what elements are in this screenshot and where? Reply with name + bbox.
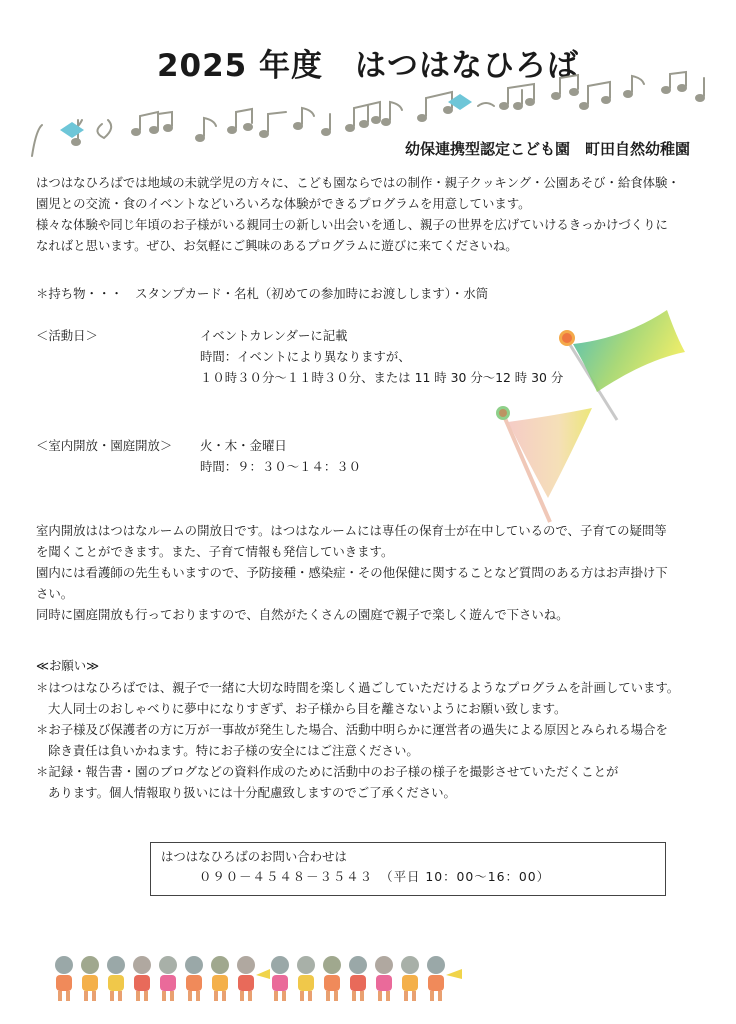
open-days-label: ＜室内開放・園庭開放＞	[36, 438, 173, 453]
intro-line: 様々な体験や同じ年頃のお子様がいる親同士の新しい出会いを通し、親子の世界を広げていけるきっかけづくりに	[36, 217, 668, 232]
open-description-line: 室内開放ははつはなルームの開放日です。はつはなルームには専任の保育士が在中しているので、子育ての疑問等	[36, 523, 667, 538]
open-description	[36, 520, 716, 625]
request-line: あります。個人情報取り扱いには十分配慮致しますのでご了承ください。	[48, 785, 456, 800]
request-line: 除き責任は負いかねます。特にお子様の安全にはご注意ください。	[48, 743, 419, 758]
intro-line: はつはなひろばでは地域の未就学児の方々に、こども園ならではの制作・親子クッキング・公園あそび・給食体験・	[36, 175, 680, 190]
intro-line: 園児との交流・食のイベントなどいろいろな体験ができるプログラムを用意しています。	[36, 196, 531, 211]
open-days-line: 時間：９：３０～１４：３０	[200, 459, 362, 474]
contact-phone: ０９０－４５４８－３５４３ （平日 10：00～16：00）	[199, 869, 551, 884]
activity-label: ＜活動日＞	[36, 328, 98, 343]
open-description-line: 同時に園庭開放も行っておりますので、自然がたくさんの園庭で親子で楽しく遊んで下さいね。	[36, 607, 569, 622]
open-description-line: さい。	[36, 586, 74, 601]
open-days-line: 火・木・金曜日	[200, 438, 287, 453]
request-line: ＊お子様及び保護者の方に万が一事故が発生した場合、活動中明らかに運営者の過失による原因とみられる場合を	[36, 722, 668, 737]
requests-list	[36, 677, 716, 803]
activity-line: １０時３０分～１１時３０分、または 11 時 30 分～12 時 30 分	[200, 370, 564, 385]
request-line: 大人同士のおしゃべりに夢中になりすぎず、お子様から目を離さないようにお願い致します。	[48, 701, 567, 716]
open-description-line: を聞くことができます。また、子育て情報も発信していきます。	[36, 544, 394, 559]
intro-text	[36, 172, 716, 256]
activity-details	[200, 325, 563, 388]
activity-line: 時間：イベントにより異なりますが、	[200, 349, 411, 364]
requests-heading: ≪お願い≫	[36, 658, 100, 673]
open-description-line: 園内には看護師の先生もいますので、予防接種・感染症・その他保健に関することなど質問のある方はお声掛け下	[36, 565, 668, 580]
open-days-details	[200, 435, 361, 477]
belongings-line: ＊持ち物・・・ スタンプカード・名札（初めての参加時にお渡しします）・水筒	[36, 286, 489, 301]
request-line: ＊記録・報告書・園のブログなどの資料作成のために活動中のお子様の様子を撮影させていただくことが	[36, 764, 619, 779]
pink-flag-illustration	[492, 402, 597, 527]
contact-label: はつはなひろばのお問い合わせは	[161, 849, 347, 864]
intro-line: なればと思います。ぜひ、お気軽にご興味のあるプログラムに遊びに来てくださいね。	[36, 238, 518, 253]
contact-box	[150, 842, 666, 896]
request-line: ＊はつはなひろばでは、親子で一緒に大切な時間を楽しく過ごしていただけるようなプログラムを計画しています。	[36, 680, 680, 695]
organization-name: 幼保連携型認定こども園 町田自然幼稚園	[404, 140, 690, 158]
children-parade-illustration	[52, 955, 472, 1003]
activity-line: イベントカレンダーに記載	[200, 328, 348, 343]
page-title: 2025 年度 はつはなひろば	[156, 48, 580, 84]
